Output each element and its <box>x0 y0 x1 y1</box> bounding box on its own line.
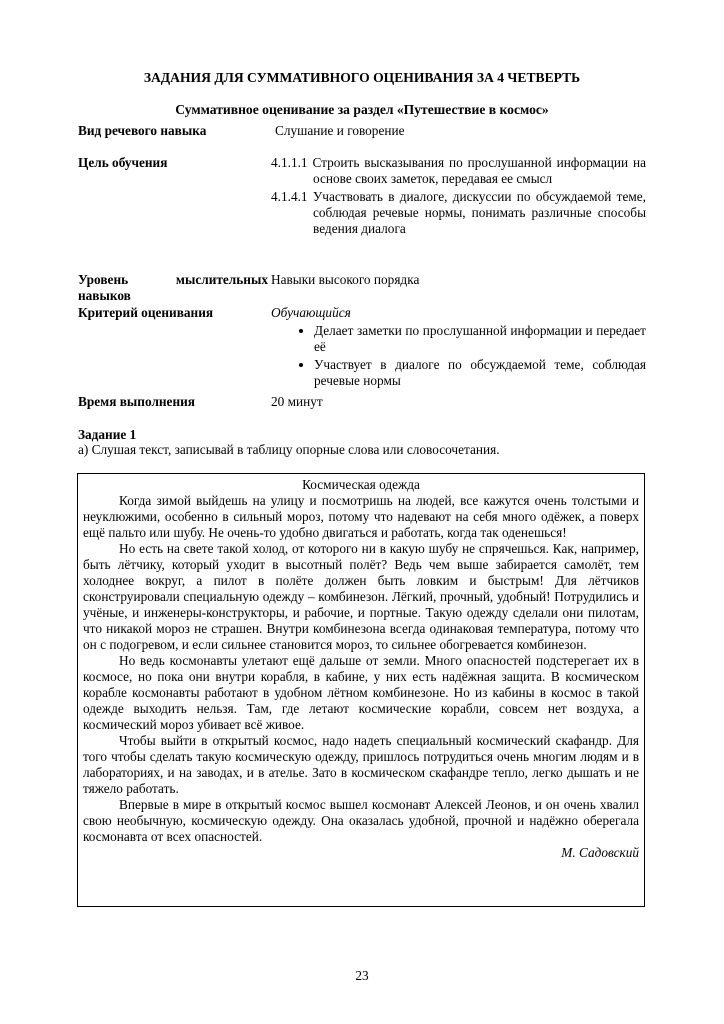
page-number: 23 <box>355 968 369 983</box>
goal-item-1: 4.1.1.1 Строить высказывания по прослушанной информации на основе своих заметок, передавая ее смысл <box>271 155 646 186</box>
criteria-item-1: • Делает заметки по прослушанной информации и передает её <box>314 323 646 355</box>
goal-values <box>271 155 646 237</box>
skill-label: Вид речевого навыка <box>78 123 207 138</box>
criteria-label: Критерий оценивания <box>78 305 214 320</box>
task-title: Задание 1 <box>78 427 137 442</box>
level-label-part-3: навыков <box>78 288 131 303</box>
time-label: Время выполнения <box>78 394 195 409</box>
story-paragraph-5: Впервые в мире в открытый космос вышел космонавт Алексей Леонов, и он очень хвалил свою необычную, космическую одежду. Она оказалась удобной, прочной и надёжно оберегала космонавта от всех опасностей. <box>83 797 639 844</box>
criteria-item-2: • Участвует в диалоге по обсуждаемой теме, соблюдая речевые нормы <box>314 357 646 389</box>
story-paragraph-3: Но ведь космонавты улетают ещё дальше от земли. Много опасностей подстерегает их в космосе, но пока они внутри корабля, в кабине, у них есть надёжная защита. В космическом корабле космонавты работают в удобном лётном комбинезоне. Но из кабины в космос в такой одежде выходить нельзя. Там, где летают космические корабли, совсем нет воздуха, а космический мороз убивает всё живое. <box>83 653 639 732</box>
level-label-part-2: мыслительных <box>175 272 268 287</box>
section-title: Суммативное оценивание за раздел «Путешествие в космос» <box>175 102 549 117</box>
story-title: Космическая одежда <box>302 477 420 492</box>
goal-label: Цель обучения <box>78 155 168 170</box>
page-title: ЗАДАНИЯ ДЛЯ СУММАТИВНОГО ОЦЕНИВАНИЯ ЗА 4 ЧЕТВЕРТЬ <box>143 70 581 85</box>
goal-item-2: 4.1.4.1 Участвовать в диалоге, дискуссии по обсуждаемой теме, соблюдая речевые нормы, понимать различные способы ведения диалога <box>271 189 646 236</box>
criteria-list <box>271 323 646 389</box>
level-label-part-1: Уровень <box>78 272 129 287</box>
level-label <box>78 272 268 304</box>
story-paragraph-4: Чтобы выйти в открытый космос, надо надеть специальный космический скафандр. Для того чтобы сделать такую космическую одежду, пришлось потрудиться очень многим людям и в лабораториях, и на заводах, и в ателье. Зато в космическом скафандре тепло, легко дышать и не тяжело работать. <box>83 733 639 796</box>
time-value: 20 минут <box>271 394 323 409</box>
criteria-head: Обучающийся <box>271 305 351 320</box>
story-paragraph-1: Когда зимой выйдешь на улицу и посмотришь на людей, все кажутся очень толстыми и неуклюжими, особенно в сильный мороз, потому что надевают на себя много одёжек, а поверх ещё пальто или шубу. Не очень-то удобно двигаться и работать, когда так оденешься! <box>83 493 639 540</box>
story-paragraph-2: Но есть на свете такой холод, от которого ни в какую шубу не спрячешься. Как, например, быть лётчику, который уходит в высотный полёт? Ведь чем выше забирается самолёт, тем холоднее вокруг, а пилот в полёте должен быть ловким и быстрым! Для лётчиков сконструировали специальную одежду – комбинезон. Лёгкий, прочный, удобный! Потрудились и учёные, и инженеры-конструкторы, и рабочие, и портные. Такую одежду сделали они пилотам, что никакой мороз не страшен. Внутри комбинезона всегда одинаковая температура, потому что он с подогревом, и если сильнее становится мороз, то сильнее обогревается комбинезон. <box>83 541 639 652</box>
story-author: М. Садовский <box>561 845 639 860</box>
criteria-values <box>271 305 646 391</box>
story-box <box>77 473 645 907</box>
level-value: Навыки высокого порядка <box>271 272 420 287</box>
skill-value: Слушание и говорение <box>275 123 405 138</box>
task-text: а) Слушая текст, записывай в таблицу опорные слова или словосочетания. <box>78 442 500 457</box>
